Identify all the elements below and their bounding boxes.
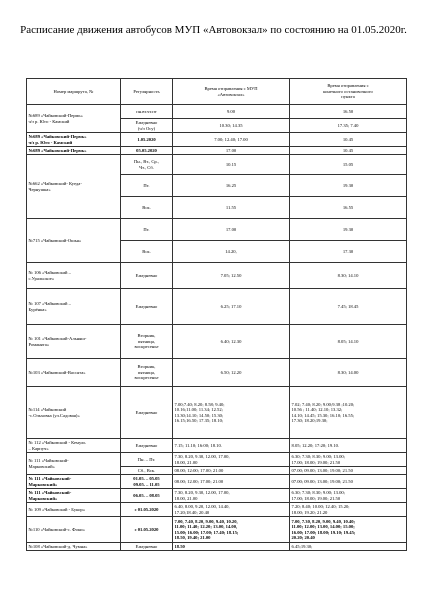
route-cell: № 112 «Чайковский - Кемуль – Карпуч» <box>27 439 121 453</box>
header-dep-station: Время отправления с МУП «Автовокзал» <box>173 79 290 105</box>
table-row <box>27 503 407 517</box>
regularity-cell: Вторник, пятница, воскресенье <box>121 325 173 359</box>
regularity-cell: Ежедневно <box>121 263 173 289</box>
table-row <box>27 133 407 147</box>
departure-cell: 10.15 <box>173 155 290 175</box>
return-cell: 07.00; 09.00; 13.00; 19.00; 21.50 <box>290 475 407 489</box>
route-cell: №689 «Чайковский-Пермь» ч/з р. Юго - Камский <box>27 133 121 147</box>
departure-cell: 6.40, 8.00, 9.20, 12.00, 14.40, 17.20;18.40; 20.40 <box>173 503 290 517</box>
departure-cell: 6.50; 12.20 <box>173 359 290 387</box>
table-row <box>27 439 407 453</box>
header-dep-terminal: Время отправления с конечного остановочного пункта <box>290 79 407 105</box>
regularity-cell: Сб., Вск. <box>121 467 173 475</box>
departure-cell: 7.00; 12.40; 17.00 <box>173 133 290 147</box>
return-cell: 8.05; 14.10 <box>290 325 407 359</box>
return-cell: 6.30; 7.30; 8.30; 9.00; 13.00; 17.00; 18.00; 19.00; 21.50 <box>290 453 407 467</box>
regularity-cell: Пт. <box>121 175 173 197</box>
table-row <box>27 155 407 175</box>
regularity-cell: Пт. <box>121 219 173 241</box>
table-row <box>27 387 407 439</box>
departure-cell: 16.25 <box>173 175 290 197</box>
route-cell: №715 «Чайковский-Ошья» <box>27 219 121 263</box>
regularity-cell: пн.вт.чт.пт <box>121 105 173 119</box>
regularity-cell: Пн. – Пт. <box>121 453 173 467</box>
table-row <box>27 475 407 489</box>
regularity-cell: с 01.05.2020 <box>121 517 173 543</box>
regularity-cell: Ежедневно <box>121 289 173 325</box>
departure-cell: 6.25; 17.10 <box>173 289 290 325</box>
return-cell: 7.20; 8.40; 10.00; 12.40; 15.20; 18.00; 19.20; 21.20 <box>290 503 407 517</box>
return-cell: 07.00; 09.00; 13.00; 19.00; 21.50 <box>290 467 407 475</box>
route-cell: №662 «Чайковский- Куеда- Чернушка» <box>27 155 121 219</box>
regularity-cell: Пн., Вт., Ср., Чт., Сб. <box>121 155 173 175</box>
return-cell: 19.30 <box>290 175 407 197</box>
page-title: Расписание движения автобусов МУП «Автовокзал» по состоянию на 01.05.2020г. <box>20 24 407 36</box>
return-cell: 16.50 <box>290 105 407 119</box>
table-header-row <box>27 79 407 105</box>
return-cell: 6.45;19.30; <box>290 543 407 551</box>
route-cell: № 111 «Чайковский- Марковский» <box>27 489 121 503</box>
regularity-cell: Вск. <box>121 241 173 263</box>
return-cell: 17.35; 7.40 <box>290 119 407 133</box>
regularity-cell: 01.05. – 05.05 09.05. – 11.05 <box>121 475 173 489</box>
route-cell: № 111 «Чайковский- Марковский» <box>27 475 121 489</box>
departure-cell: 08.00; 12:00; 17.00; 21.00 <box>173 467 290 475</box>
route-cell: №110 «Чайковский-с. Фоки» <box>27 517 121 543</box>
return-cell: 8.30; 14.00 <box>290 359 407 387</box>
route-cell: № 111 «Чайковский- Марковский» <box>27 453 121 475</box>
regularity-cell: с 01.05.2020 <box>121 503 173 517</box>
table-row <box>27 219 407 241</box>
route-cell: № 109 «Чайковский - Букор» <box>27 503 121 517</box>
return-cell: 15.05 <box>290 155 407 175</box>
header-route: Номер маршрута, № <box>27 79 121 105</box>
regularity-cell: 1.05.2020 <box>121 133 173 147</box>
table-row <box>27 543 407 551</box>
departure-cell: 18.50 <box>173 543 290 551</box>
table-row <box>27 263 407 289</box>
departure-cell: 7.00, 7.40, 8.20, 9.00, 9.40, 10.20, 11.00; 11.40; 12.20; 13.00, 14.00, 15.00; 16.00; 17.00; 17.40; 18.15; 18.50, 19.40; 21.00 <box>173 517 290 543</box>
table-row <box>27 289 407 325</box>
return-cell: 8.30; 14.10 <box>290 263 407 289</box>
return-cell: 8.05; 12.20; 17:20; 19.10. <box>290 439 407 453</box>
return-cell: 17.30 <box>290 241 407 263</box>
return-cell: 19.30 <box>290 219 407 241</box>
return-cell: 7.00, 7.30, 8.20, 9.00, 9.40, 10.40; 11.00; 12.00; 13.00, 14.00; 15.00; 16.00; 17.00; 18.00; 19.10; 19.45; 20.20; 20.40 <box>290 517 407 543</box>
regularity-cell: Вторник, пятница, воскресенье <box>121 359 173 387</box>
header-regularity: Регулярность <box>121 79 173 105</box>
table-row <box>27 325 407 359</box>
regularity-cell: 05.05.2020 <box>121 147 173 155</box>
departure-cell: 7.00;7.40; 8.20; 8.58; 9.40; 10.16;11.00; 11.34; 12.52; 13.30;14.10; 14.50; 15.30; 16.15;16.50; 17.35; 18.10; <box>173 387 290 439</box>
regularity-cell: Ежедневно <box>121 439 173 453</box>
return-cell: 6.30; 7.30; 8.30; 9.00; 13.00; 17.00; 18.00; 19.00; 21.50 <box>290 489 407 503</box>
return-cell: 7.45; 18.45 <box>290 289 407 325</box>
table-row <box>27 147 407 155</box>
table-row <box>27 489 407 503</box>
departure-cell: 14.20, <box>173 241 290 263</box>
departure-cell: 7.30, 8.20, 9.30, 12.00, 17.00, 18.00, 21.00 <box>173 453 290 467</box>
schedule-table <box>26 78 407 551</box>
departure-cell: 10.30; 14.35 <box>173 119 290 133</box>
departure-cell: 7.30, 8.20, 9.30, 12.00, 17.00, 18.00, 21.00 <box>173 489 290 503</box>
departure-cell: 7.15; 11.10; 16:00; 18.10. <box>173 439 290 453</box>
route-cell: №108 «Чайковский-д. Чумна» <box>27 543 121 551</box>
departure-cell: 6.40; 12.30 <box>173 325 290 359</box>
route-cell: № 106 «Чайковский – с.Уральское» <box>27 263 121 289</box>
route-cell: №689 «Чайковский-Пермь» <box>27 147 121 155</box>
table-row <box>27 105 407 119</box>
route-cell: №689 «Чайковский-Пермь» ч/з р. Юго - Камский <box>27 105 121 133</box>
regularity-cell: 06.05. – 08.05 <box>121 489 173 503</box>
table-row <box>27 453 407 467</box>
departure-cell: 11.55 <box>173 197 290 219</box>
route-cell: № 107 «Чайковский – Бурёнка» <box>27 289 121 325</box>
return-cell: 10.45 <box>290 133 407 147</box>
return-cell: 10.45 <box>290 147 407 155</box>
departure-cell: 7.05; 12.50 <box>173 263 290 289</box>
departure-cell: 08.00; 12.00; 17.00; 21.00 <box>173 475 290 489</box>
table-row <box>27 359 407 387</box>
route-cell: № 101 «Чайковский-Альняш- Романята» <box>27 325 121 359</box>
regularity-cell: Ежедневно (ч/з Осу) <box>121 119 173 133</box>
departure-cell: 17.00 <box>173 219 290 241</box>
regularity-cell: Ежедневно <box>121 543 173 551</box>
route-cell: №103 «Чайковский-Вассята» <box>27 359 121 387</box>
regularity-cell: Ежедневно <box>121 387 173 439</box>
route-cell: №114 «Чайковский -с.Ольховка (ул.Садовая)» <box>27 387 121 439</box>
return-cell: 7.02; 7.40; 8.20; 9.00;9.38 ;10.20; 10.56 ; 11.40; 12.10; 13.32; 14.10; 14.45; 15.30; 16.10; 16.55; 17.30; 18.20;19.30; <box>290 387 407 439</box>
departure-cell: 17.00 <box>173 147 290 155</box>
return-cell: 16.55 <box>290 197 407 219</box>
departure-cell: 9.00 <box>173 105 290 119</box>
table-row <box>27 517 407 543</box>
regularity-cell: Вск. <box>121 197 173 219</box>
